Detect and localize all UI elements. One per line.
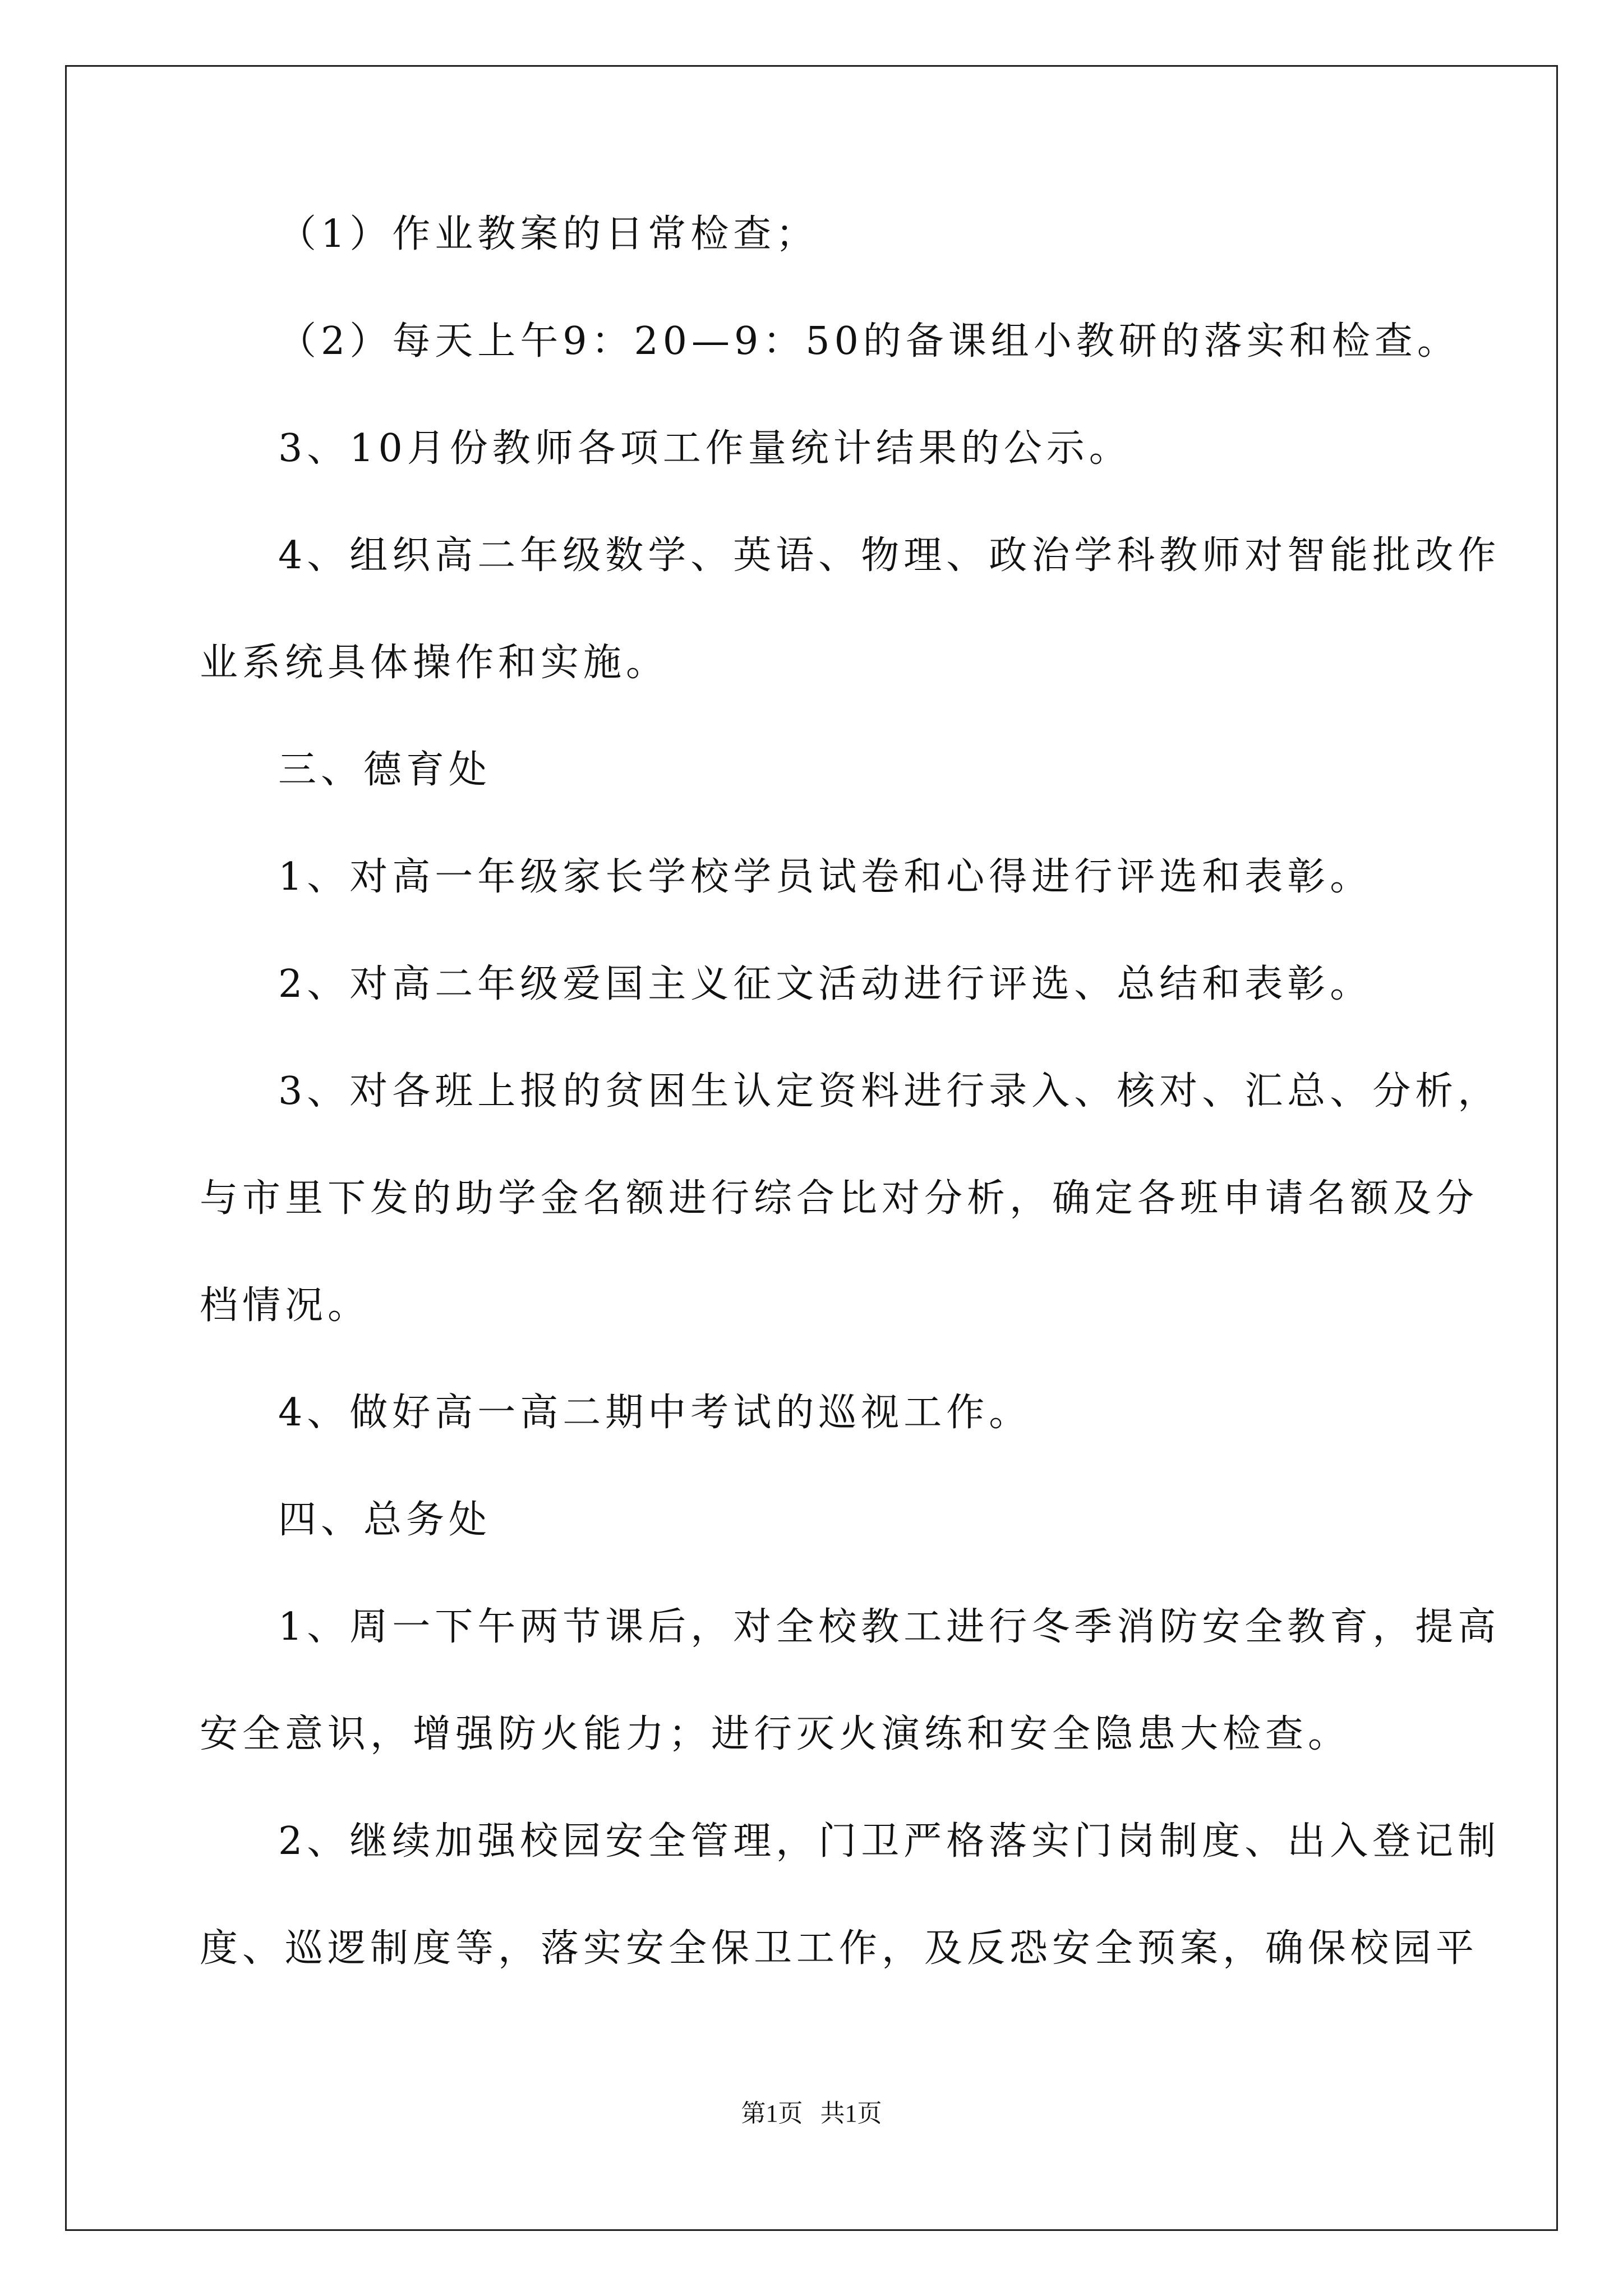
paragraph-line: 度、巡逻制度等，落实安全保卫工作，及反恐安全预案，确保校园平 (200, 1926, 1479, 1971)
paragraph-line: 4、做好高一高二期中考试的巡视工作。 (278, 1391, 1032, 1435)
paragraph-line: 2、对高二年级爱国主义征文活动进行评选、总结和表彰。 (278, 962, 1373, 1006)
paragraph (200, 1065, 1501, 1333)
paragraph-line: 业系统具体操作和实施。 (200, 641, 669, 685)
paragraph (200, 529, 1501, 690)
paragraph (200, 422, 1428, 476)
paragraph-line: 3、对各班上报的贫困生认定资料进行录入、核对、汇总、分析， (278, 1069, 1501, 1114)
paragraph (200, 850, 1428, 904)
paragraph-line: 安全意识，增强防火能力；进行灭火演练和安全隐患大检查。 (200, 1712, 1351, 1756)
paragraph (200, 1600, 1501, 1761)
paragraph (200, 315, 1460, 369)
document-body (200, 208, 1501, 1976)
page-total: 共1页 (820, 2100, 882, 2127)
paragraph (200, 208, 1428, 261)
section-heading (200, 1493, 1428, 1547)
page-number: 第1页 (741, 2100, 803, 2127)
section-heading-text: 三、德育处 (278, 748, 492, 792)
paragraph (200, 1386, 1428, 1440)
paragraph-line: 档情况。 (200, 1283, 371, 1328)
page-footer (0, 2098, 1623, 2129)
paragraph-line: 1、对高一年级家长学校学员试卷和心得进行评选和表彰。 (278, 855, 1373, 899)
paragraph-line: 4、组织高二年级数学、英语、物理、政治学科教师对智能批改作 (278, 533, 1501, 578)
section-heading-text: 四、总务处 (278, 1498, 492, 1542)
paragraph-line: 3、10月份教师各项工作量统计结果的公示。 (278, 426, 1132, 471)
paragraph (200, 958, 1428, 1011)
paragraph-line: （1）作业教案的日常检查； (278, 212, 819, 256)
paragraph-line: （2）每天上午9：20—9：50的备课组小教研的落实和检查。 (278, 319, 1460, 364)
paragraph-line: 与市里下发的助学金名额进行综合比对分析，确定各班申请名额及分 (200, 1176, 1479, 1221)
paragraph-line: 2、继续加强校园安全管理，门卫严格落实门岗制度、出入登记制 (278, 1819, 1501, 1864)
paragraph-line: 1、周一下午两节课后，对全校教工进行冬季消防安全教育，提高 (278, 1605, 1501, 1649)
section-heading (200, 743, 1428, 797)
paragraph (200, 1815, 1501, 1976)
